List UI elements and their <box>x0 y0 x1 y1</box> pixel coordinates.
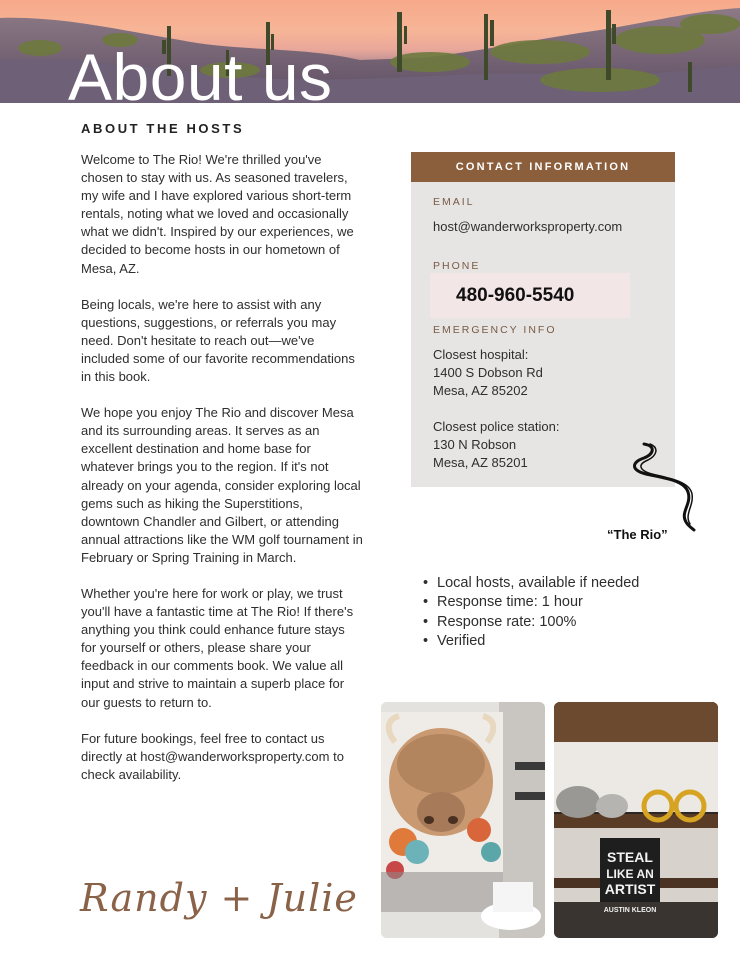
book-cover-text: AUSTIN KLEON <box>603 907 657 914</box>
list-item: • Response rate: 100% <box>421 613 639 632</box>
police-address-line2: Mesa, AZ 85201 <box>433 455 528 471</box>
hospital-info <box>433 346 663 400</box>
winding-road-icon <box>624 440 698 532</box>
police-title: Closest police station: <box>433 419 560 435</box>
hospital-title: Closest hospital: <box>433 347 529 362</box>
paragraph: Welcome to The Rio! We're thrilled you've chosen to stay with us. As seasoned travelers, my wife and I have explored various short-term rentals, noting what we loved and occasionally what we didn't. Inspired by our experiences, we decided to become hosts in our hometown of Mesa, AZ. <box>81 152 354 276</box>
emergency-label: EMERGENCY INFO <box>433 324 557 336</box>
host-signature: Randy + Julie <box>80 876 358 920</box>
host-features-list <box>421 574 639 651</box>
about-hosts-heading: ABOUT THE HOSTS <box>81 121 245 136</box>
paragraph: Being locals, we're here to assist with any questions, suggestions, or referrals you may need. Don't hesitate to reach out—we've included some of our favorite recommendations in this book. <box>81 296 355 385</box>
phone-label: PHONE <box>433 260 481 272</box>
email-value[interactable]: host@wanderworksproperty.com <box>433 219 623 234</box>
highland-cow-shower-photo <box>381 702 545 938</box>
list-item: • Verified <box>421 632 639 651</box>
header-banner <box>0 0 740 103</box>
phone-number[interactable]: 480-960-5540 <box>430 273 630 318</box>
list-item: • Response time: 1 hour <box>421 593 639 612</box>
book-cover-text: LIKE AN <box>606 867 654 881</box>
paragraph: For future bookings, feel free to contact us directly at host@wanderworksproperty.com to check availability. <box>81 730 344 782</box>
book-cover-text: STEAL <box>607 849 653 865</box>
list-item: • Local hosts, available if needed <box>421 574 639 593</box>
page-title: About us <box>68 40 333 103</box>
hospital-address-line2: Mesa, AZ 85202 <box>433 383 528 399</box>
police-address-line1: 130 N Robson <box>433 437 517 453</box>
rio-label: “The Rio” <box>607 527 668 542</box>
paragraph: We hope you enjoy The Rio and discover Mesa and its surrounding areas. It serves as an excellent destination and home base for whatever brings you to the region. If it's not already on your agenda, consider exploring local gems such as hiking the Superstitions, downtown Chandler and Gilbert, or attending annual attractions like the WM golf tournament in February or Spring Training in March. <box>81 405 363 565</box>
shelf-decor-photo <box>554 702 718 938</box>
paragraph: Whether you're here for work or play, we trust you'll have a fantastic time at The Rio! If there's anything you think could enhance future stays for yourself or others, please share your feedback in our comments book. We value all input and strive to maintain a superb place for our guests to return to. <box>81 585 354 710</box>
contact-card <box>411 152 675 487</box>
email-label: EMAIL <box>433 196 475 208</box>
about-hosts-text <box>81 151 363 802</box>
hospital-address-line1: 1400 S Dobson Rd <box>433 365 543 381</box>
contact-card-header: CONTACT INFORMATION <box>411 152 675 182</box>
book-cover-text: ARTIST <box>604 881 656 897</box>
